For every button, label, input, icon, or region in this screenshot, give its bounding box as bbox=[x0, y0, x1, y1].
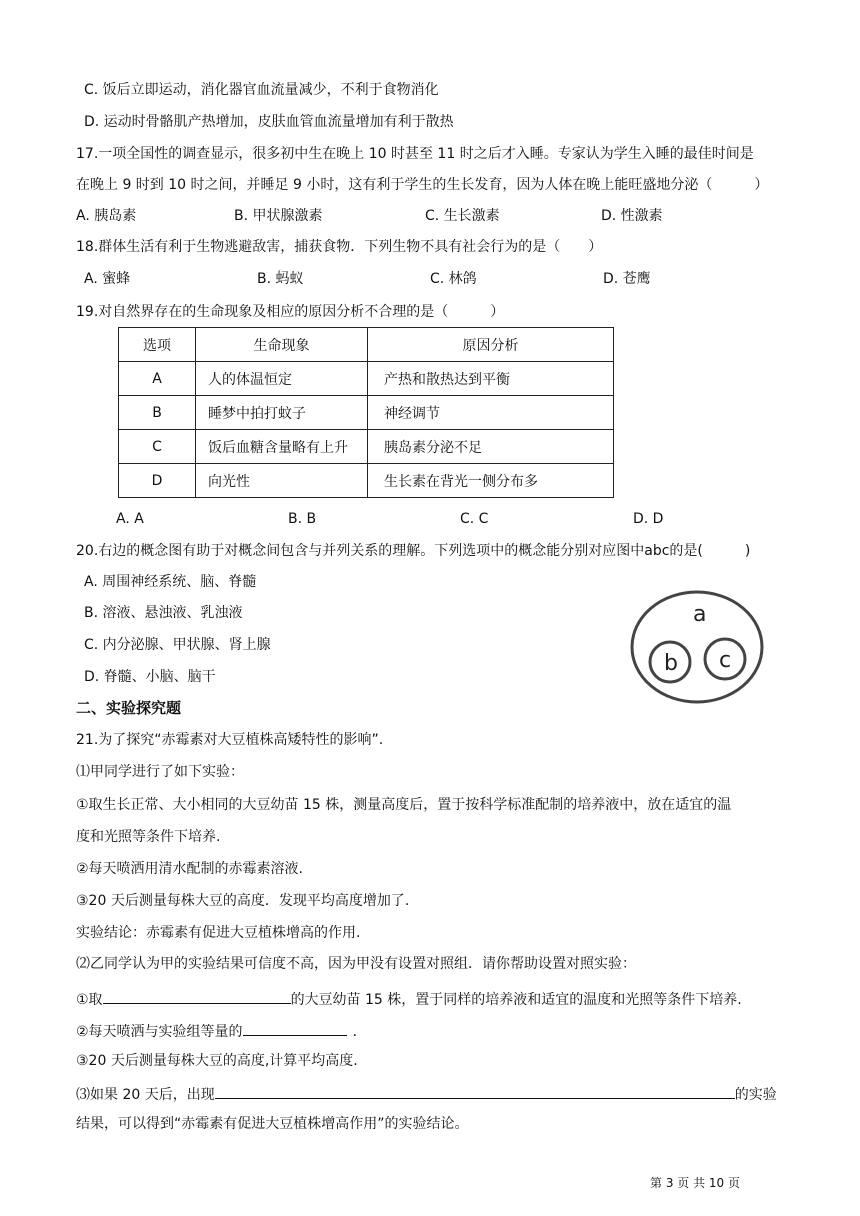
table-header-cell: 原因分析 bbox=[368, 328, 614, 362]
q16-option-d: D. 运动时骨骼肌产热增加，皮肤血管血流量增加有利于散热 bbox=[84, 114, 454, 130]
table-cell: 人的体温恒定 bbox=[196, 362, 368, 396]
table-cell: 产热和散热达到平衡 bbox=[368, 362, 614, 396]
q19-stem: 19.对自然界存在的生命现象及相应的原因分析不合理的是（ ） bbox=[76, 304, 505, 320]
table-header-cell: 选项 bbox=[119, 328, 196, 362]
q20-option-d: D. 脊髓、小脑、脑干 bbox=[84, 669, 216, 685]
table-cell: B bbox=[119, 396, 196, 430]
table-cell: A bbox=[119, 362, 196, 396]
q21-part1-step2: ②每天喷洒用清水配制的赤霉素溶液. bbox=[76, 861, 304, 877]
section-title: 二、实验探究题 bbox=[76, 699, 182, 717]
q20-option-c: C. 内分泌腺、甲状腺、肾上腺 bbox=[84, 637, 271, 653]
q21-part1-title: ⑴甲同学进行了如下实验： bbox=[76, 764, 244, 780]
answer-blank-2[interactable] bbox=[243, 1019, 347, 1036]
q20-option-b: B. 溶液、悬浊液、乳浊液 bbox=[84, 605, 243, 621]
step2-prefix: ②每天喷洒与实验组等量的 bbox=[76, 1024, 243, 1040]
q16-option-c: C. 饭后立即运动，消化器官血流量减少，不利于食物消化 bbox=[84, 82, 439, 98]
q17-stem-line2: 在晚上 9 时到 10 时之间，并睡足 9 小时，这有利于学生的生长发育，因为人体在晚上能旺盛地分泌（ ） bbox=[76, 177, 769, 193]
part3-suffix: 的实验 bbox=[734, 1087, 777, 1103]
table-header-cell: 生命现象 bbox=[196, 328, 368, 362]
q21-part3-line1 bbox=[76, 1082, 777, 1105]
label-b: b bbox=[664, 651, 678, 676]
q18-stem: 18.群体生活有利于生物逃避敌害，捕获食物．下列生物不具有社会行为的是（ ） bbox=[76, 239, 603, 255]
table-cell: 饭后血糖含量略有上升 bbox=[196, 430, 368, 464]
answer-blank-1[interactable] bbox=[103, 987, 291, 1004]
q21-part2-step3: ③20 天后测量每株大豆的高度,计算平均高度. bbox=[76, 1053, 358, 1069]
q21-part1-step1-line1: ①取生长正常、大小相同的大豆幼苗 15 株，测量高度后，置于按科学标准配制的培养液中，放在适宜的温 bbox=[76, 797, 732, 813]
q17-stem-line1: 17.一项全国性的调查显示，很多初中生在晚上 10 时甚至 11 时之后才入睡。专家认为学生入睡的最佳时间是 bbox=[76, 146, 754, 162]
table-cell: 向光性 bbox=[196, 464, 368, 498]
q21-part1-conclusion: 实验结论：赤霉素有促进大豆植株增高的作用. bbox=[76, 925, 361, 941]
q18-option-a: A. 蜜蜂 bbox=[84, 271, 131, 287]
q21-part3-line2: 结果，可以得到“赤霉素有促进大豆植株增高作用”的实验结论。 bbox=[76, 1116, 469, 1132]
q17-option-b: B. 甲状腺激素 bbox=[234, 208, 323, 224]
q19-option-c: C. C bbox=[460, 511, 489, 527]
q17-option-c: C. 生长激素 bbox=[425, 208, 500, 224]
table-cell: C bbox=[119, 430, 196, 464]
q20-stem: 20.右边的概念图有助于对概念间包含与并列关系的理解。下列选项中的概念能分别对应图中abc的是( ) bbox=[76, 543, 751, 559]
q17-option-a: A. 胰岛素 bbox=[76, 208, 137, 224]
step1-prefix: ①取 bbox=[76, 992, 103, 1008]
label-c: c bbox=[719, 648, 732, 673]
table-cell: D bbox=[119, 464, 196, 498]
concept-diagram bbox=[625, 588, 775, 708]
q20-option-a: A. 周围神经系统、脑、脊髓 bbox=[84, 574, 257, 590]
q19-option-d: D. D bbox=[633, 511, 664, 527]
table-cell: 睡梦中拍打蚊子 bbox=[196, 396, 368, 430]
q21-part1-step1-line2: 度和光照等条件下培养. bbox=[76, 829, 221, 845]
table-cell: 生长素在背光一侧分布多 bbox=[368, 464, 614, 498]
table-row bbox=[119, 396, 614, 430]
q17-option-d: D. 性激素 bbox=[601, 208, 663, 224]
q19-table bbox=[118, 327, 614, 498]
table-cell: 胰岛素分泌不足 bbox=[368, 430, 614, 464]
part3-prefix: ⑶如果 20 天后，出现 bbox=[76, 1087, 215, 1103]
q18-option-b: B. 蚂蚁 bbox=[257, 271, 304, 287]
q19-option-b: B. B bbox=[288, 511, 317, 527]
q21-part1-step3: ③20 天后测量每株大豆的高度．发现平均高度增加了. bbox=[76, 893, 410, 909]
table-header-row bbox=[119, 328, 614, 362]
q21-intro: 21.为了探究“赤霉素对大豆植株高矮特性的影响”. bbox=[76, 732, 384, 748]
q18-option-c: C. 林鸽 bbox=[430, 271, 477, 287]
q21-part2-title: ⑵乙同学认为甲的实验结果可信度不高，因为甲没有设置对照组．请你帮助设置对照实验： bbox=[76, 956, 636, 972]
q21-part2-step1 bbox=[76, 987, 742, 1010]
label-a: a bbox=[693, 602, 707, 627]
q21-part2-step2 bbox=[76, 1019, 367, 1042]
q19-option-a: A. A bbox=[116, 511, 144, 527]
q18-option-d: D. 苍鹰 bbox=[603, 271, 651, 287]
answer-blank-3[interactable] bbox=[215, 1082, 735, 1099]
table-row bbox=[119, 430, 614, 464]
page-number: 第 3 页 共 10 页 bbox=[650, 1176, 740, 1190]
table-row bbox=[119, 362, 614, 396]
step2-suffix: ． bbox=[352, 1024, 367, 1040]
step1-suffix: 的大豆幼苗 15 株，置于同样的培养液和适宜的温度和光照等条件下培养. bbox=[290, 992, 742, 1008]
table-row bbox=[119, 464, 614, 498]
table-cell: 神经调节 bbox=[368, 396, 614, 430]
